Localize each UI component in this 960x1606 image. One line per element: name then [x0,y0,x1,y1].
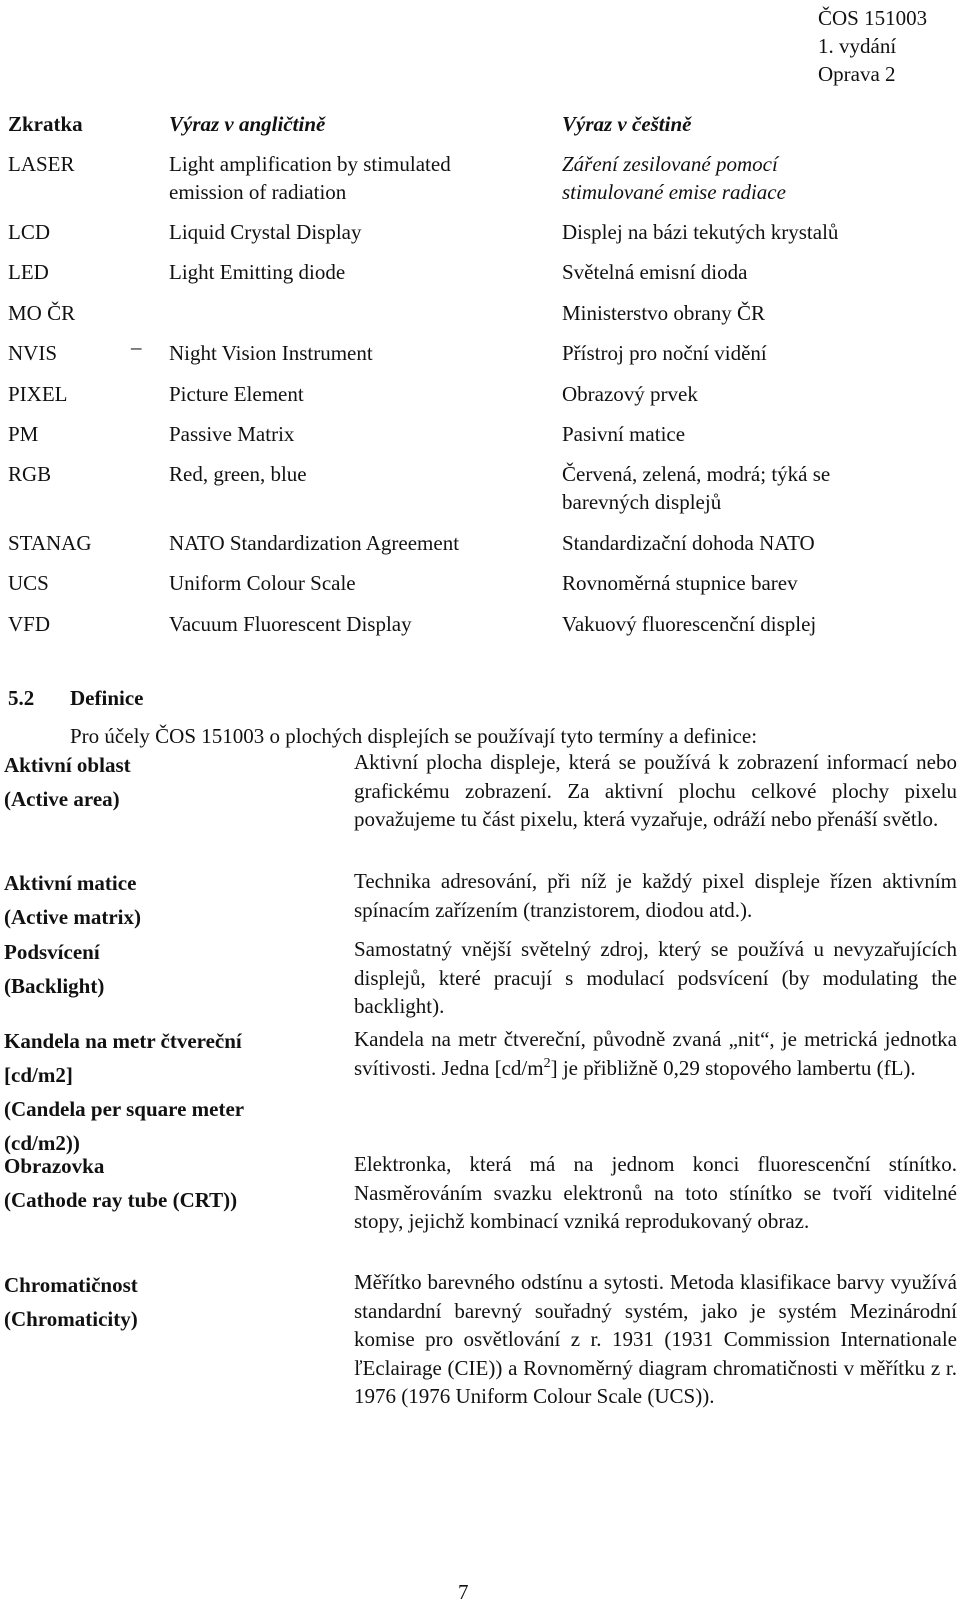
correction-label: Oprava 2 [818,62,896,86]
definition-term [4,1149,334,1217]
document-id: ČOS 151003 [818,6,928,30]
english-cell: Light Emitting diode [169,260,346,284]
czech-cell: Displej na bázi tekutých krystalů [562,220,839,244]
abbr-cell: LCD [8,220,50,244]
definition-text-part: ] je přibližně 0,29 stopového lambertu (fL). [550,1055,916,1080]
term-czech: Aktivní matice [4,871,137,895]
english-cell: Uniform Colour Scale [169,571,356,595]
section-number: 5.2 [8,686,35,710]
czech-cell: Ministerstvo obrany ČR [562,301,765,325]
column-header-abbr: Zkratka [8,112,83,136]
english-cell: Light amplification by stimulated emission of radiation [169,152,451,204]
section-intro: Pro účely ČOS 151003 o plochých displejích se používají tyto termíny a definice: [70,724,758,748]
czech-cell: Vakuový fluorescenční displej [562,612,817,636]
english-cell: NATO Standardization Agreement [169,531,460,555]
definition-text: Elektronka, která má na jednom konci fluorescenční stínítko. Nasměrováním svazku elektronů na toto stínítko se tvoří viditelné stopy, jejichž kombinací vzniká reprodukovaný obraz. [354,1152,957,1233]
definition-text: Aktivní plocha displeje, která se používá k zobrazení informací nebo grafickému zobrazení. Za aktivní plochu celkové plochy pixelu považujeme tu část pixelu, která vyzařuje, odráží nebo přenáší světlo. [354,750,957,831]
definition-term [4,935,334,1003]
czech-cell: Záření zesilované pomocí stimulované emise radiace [562,152,786,204]
definition-term [4,1268,334,1336]
czech-cell: Přístroj pro noční vidění [562,341,767,365]
term-czech: Kandela na metr čtvereční [cd/m2] [4,1029,242,1087]
superscript: 2 [543,1055,551,1071]
definition-text: Samostatný vnější světelný zdroj, který se používá u nevyzařujících displejů, které pracují s modulací podsvícení (by modulating the backlight). [354,937,957,1018]
abbr-cell: PIXEL [8,382,68,406]
abbr-cell: STANAG [8,531,92,555]
abbr-cell: NVIS [8,341,58,365]
definition-text: Měřítko barevného odstínu a sytosti. Metoda klasifikace barvy využívá standardní barevný souřadný systém, jako je systém Mezinárodní komise pro osvětlování z r. 1931 (1931 Commission Internationale ľEclairage (CIE)) a Rovnoměrný diagram chromatičnosti v měřítku z r. 1976 (1976 Uniform Colour Scale (UCS)). [354,1270,957,1408]
column-header-czech: Výraz v češtině [562,112,692,136]
czech-cell: Standardizační dohoda NATO [562,531,815,555]
table-header [8,110,948,138]
term-czech: Podsvícení [4,940,100,964]
abbr-cell: UCS [8,571,49,595]
abbr-cell: PM [8,422,39,446]
term-english: (Active area) [4,787,120,811]
term-english: (Chromaticity) [4,1307,138,1331]
english-cell: Picture Element [169,382,304,406]
abbr-cell: LASER [8,152,75,176]
term-czech: Obrazovka [4,1154,105,1178]
czech-cell: Světelná emisní dioda [562,260,748,284]
dash-mark: – [131,335,142,359]
czech-cell: Pasivní matice [562,422,686,446]
english-cell: Night Vision Instrument [169,341,373,365]
czech-cell: Obrazový prvek [562,382,698,406]
abbr-cell: RGB [8,462,52,486]
term-czech: Chromatičnost [4,1273,138,1297]
section-title: Definice [70,686,144,710]
english-cell: Passive Matrix [169,422,295,446]
section-heading [8,684,143,712]
term-english: (Candela per square meter (cd/m2)) [4,1097,244,1155]
abbr-cell: LED [8,260,49,284]
english-cell: Red, green, blue [169,462,307,486]
definition-term [4,1024,294,1160]
column-header-english: Výraz v angličtině [169,112,326,136]
abbr-cell: VFD [8,612,51,636]
edition-label: 1. vydání [818,34,897,58]
abbr-cell: MO ČR [8,301,76,325]
english-cell: Liquid Crystal Display [169,220,362,244]
term-czech: Aktivní oblast [4,753,131,777]
page-number: 7 [458,1580,469,1604]
definition-text [354,1025,957,1082]
term-english: (Backlight) [4,974,105,998]
definition-term [4,748,334,816]
czech-cell: Rovnoměrná stupnice barev [562,571,798,595]
czech-cell: Červená, zelená, modrá; týká se barevných displejů [562,462,831,514]
definition-term [4,866,334,934]
definition-text-part: Kandela na metr čtvereční, původně zvaná „nit“, je metrická jednotka svítivosti. Jedna [cd/m [354,1027,957,1080]
english-cell: Vacuum Fluorescent Display [169,612,412,636]
document-header [818,4,958,88]
term-english: (Active matrix) [4,905,142,929]
definition-text: Technika adresování, při níž je každý pixel displeje řízen aktivním spínacím zařízením (tranzistorem, diodou atd.). [354,869,957,922]
term-english: (Cathode ray tube (CRT)) [4,1188,238,1212]
